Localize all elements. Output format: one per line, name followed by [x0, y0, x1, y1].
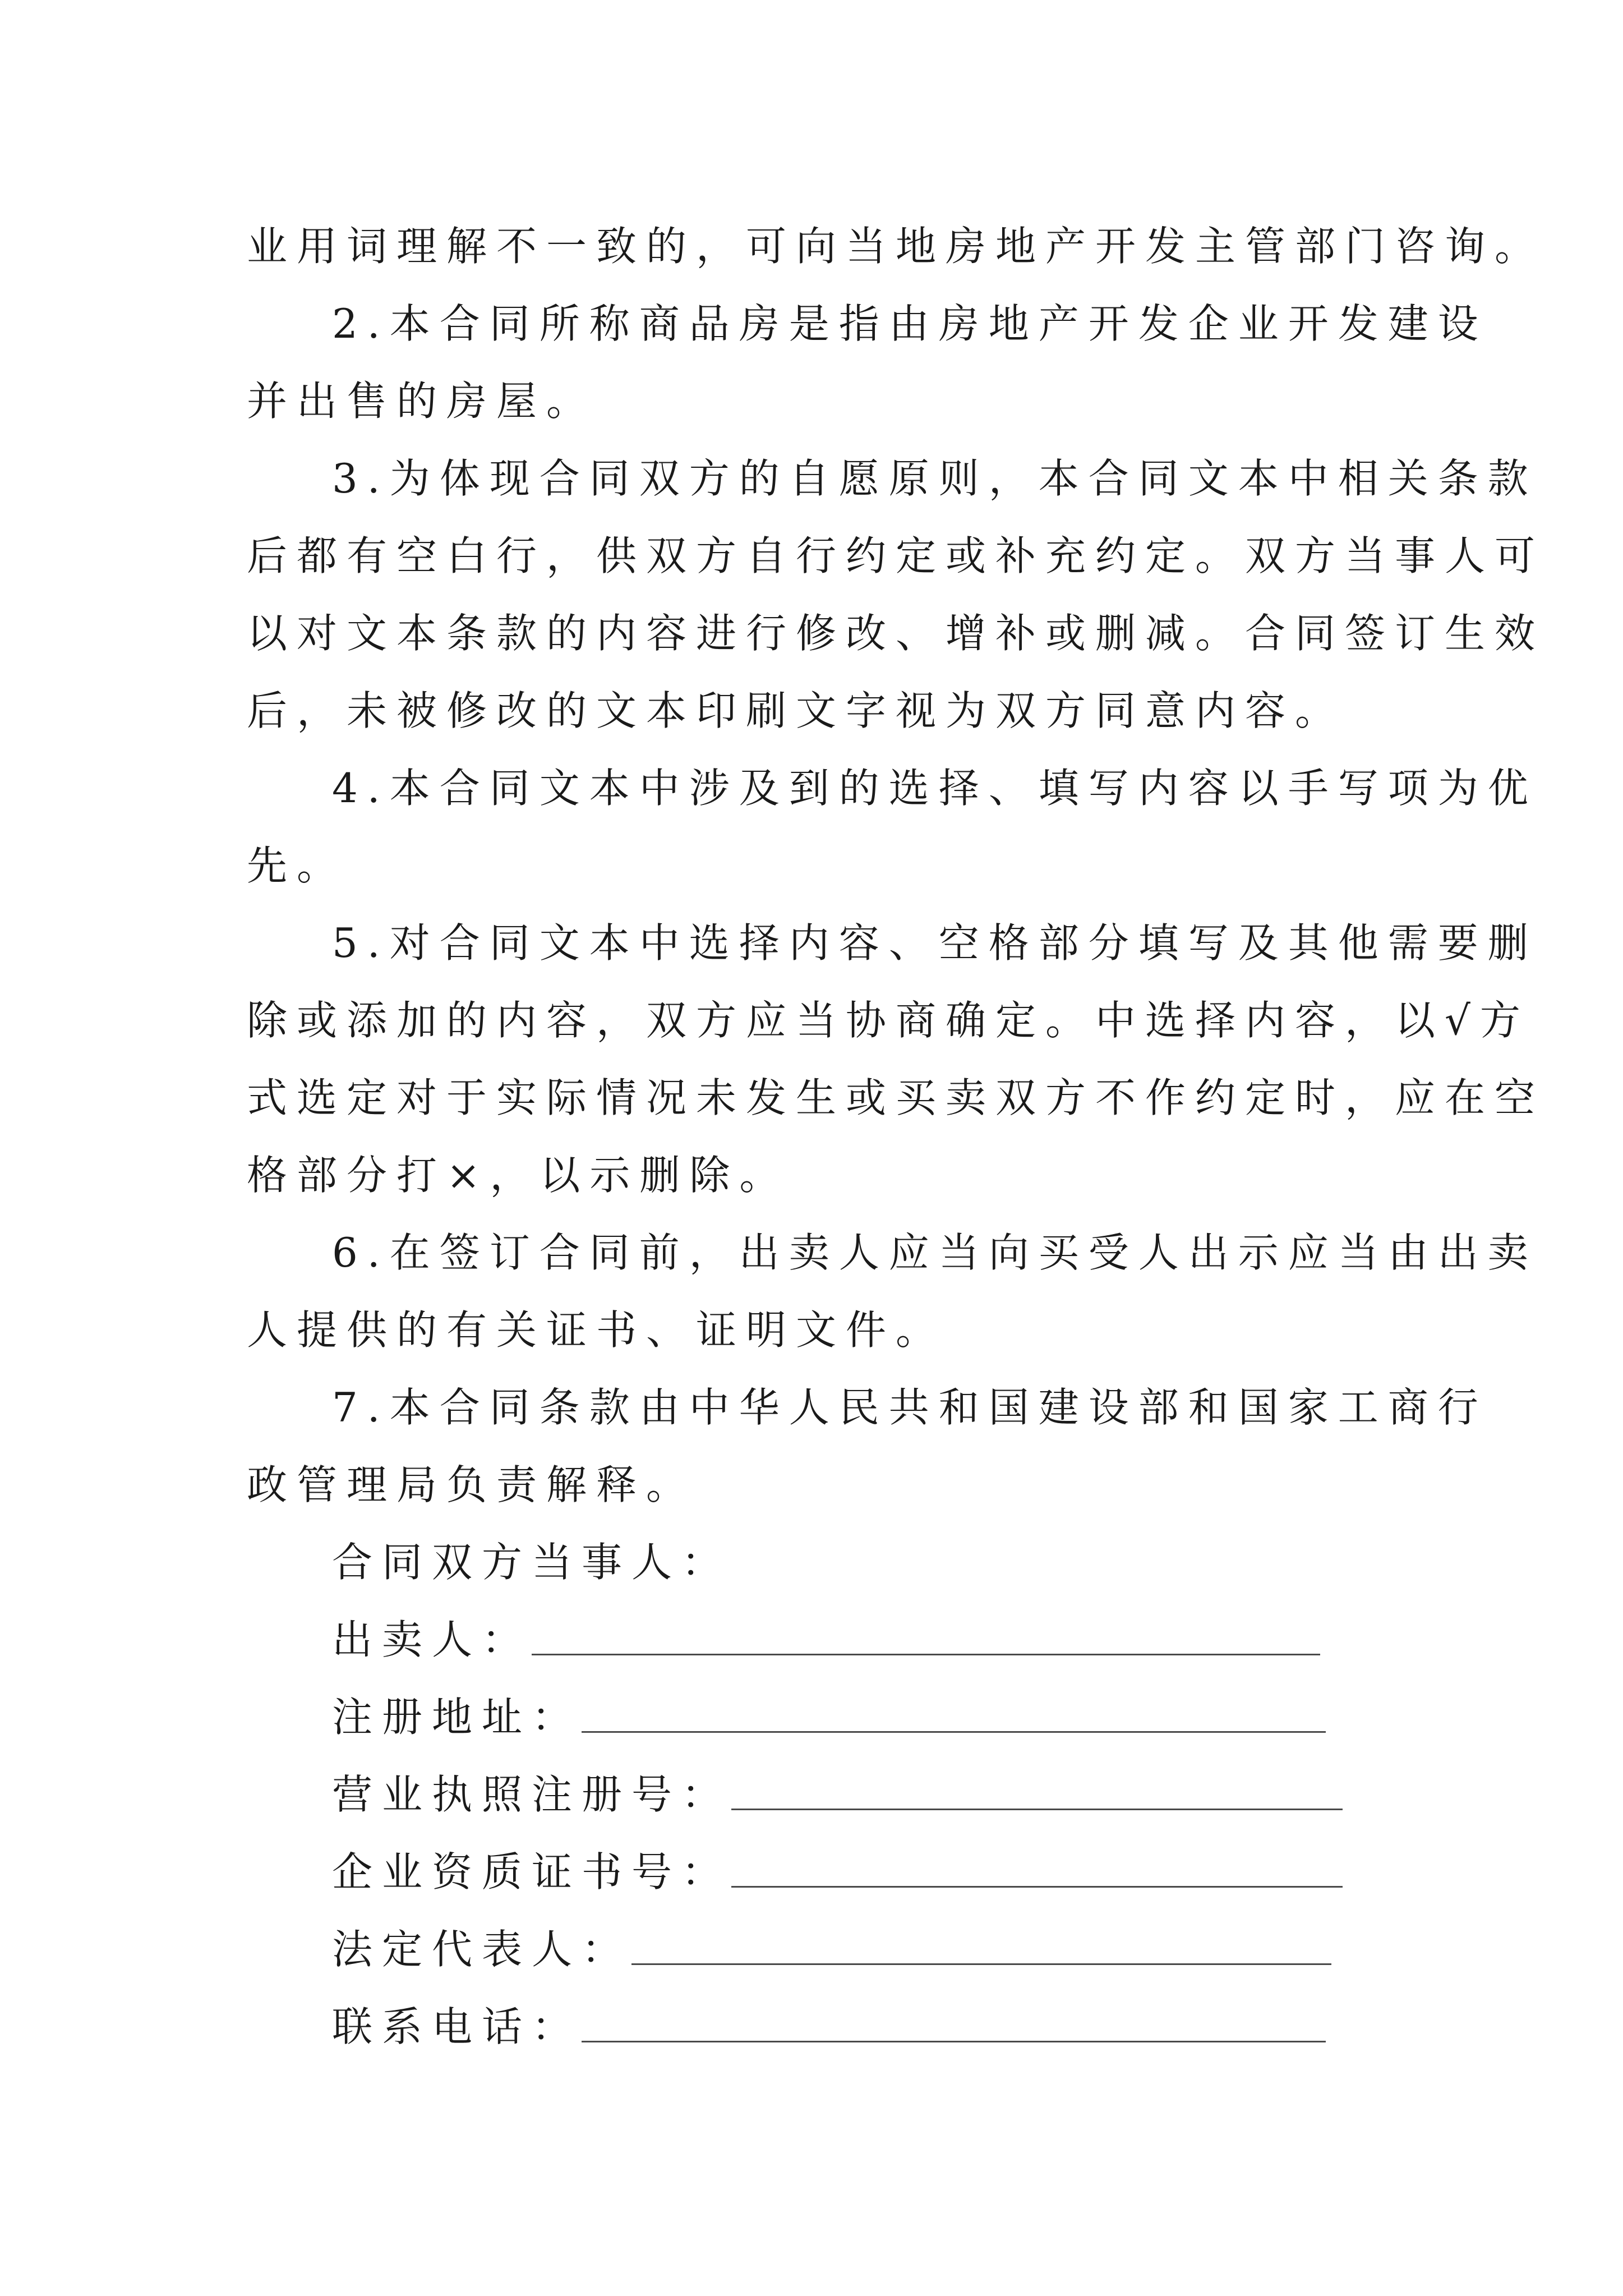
text-line-12: 式选定对于实际情况未发生或买卖双方不作约定时，应在空 — [247, 1074, 1545, 1121]
phone-label: 联系电话： — [332, 2003, 582, 2050]
text-line-11: 除或添加的内容，双方应当协商确定。中选择内容，以√方 — [247, 997, 1530, 1044]
text-line-13: 格部分打×，以示删除。 — [247, 1152, 790, 1199]
qualification-cert-label: 企业资质证书号： — [332, 1848, 732, 1895]
text-line-4: 3.为体现合同双方的自愿原则，本合同文本中相关条款 — [332, 455, 1538, 502]
qualification-cert-blank-line[interactable] — [731, 1886, 1343, 1888]
phone-field — [247, 1988, 1391, 2065]
text-line-10: 5.对合同文本中选择内容、空格部分填写及其他需要删 — [332, 919, 1538, 967]
text-line-5: 后都有空白行，供双方自行约定或补充约定。双方当事人可 — [247, 532, 1545, 579]
legal-representative-label: 法定代表人： — [332, 1926, 632, 1973]
text-line-14: 6.在签订合同前，出卖人应当向买受人出示应当由出卖 — [332, 1229, 1538, 1276]
text-line-7: 后，未被修改的文本印刷文字视为双方同意内容。 — [247, 687, 1345, 734]
text-line-1: 业用词理解不一致的，可向当地房地产开发主管部门咨询。 — [247, 223, 1545, 270]
text-line-3: 并出售的房屋。 — [247, 378, 597, 425]
text-line-9: 先。 — [247, 842, 347, 889]
qualification-cert-field — [247, 1833, 1391, 1911]
registered-address-field — [247, 1678, 1391, 1756]
seller-blank-line[interactable] — [532, 1654, 1320, 1655]
business-license-label: 营业执照注册号： — [332, 1771, 732, 1818]
parties-heading: 合同双方当事人： — [332, 1539, 732, 1586]
legal-representative-field — [247, 1911, 1391, 1988]
seller-label: 出卖人： — [332, 1616, 532, 1663]
text-line-6: 以对文本条款的内容进行修改、增补或删减。合同签订生效 — [247, 610, 1545, 657]
text-line-16: 7.本合同条款由中华人民共和国建设部和国家工商行 — [332, 1384, 1488, 1431]
contract-text — [247, 208, 1545, 2065]
business-license-blank-line[interactable] — [731, 1809, 1343, 1810]
seller-field — [247, 1601, 1391, 1678]
phone-blank-line[interactable] — [582, 2041, 1326, 2042]
text-line-17: 政管理局负责解释。 — [247, 1461, 697, 1508]
text-line-8: 4.本合同文本中涉及到的选择、填写内容以手写项为优 — [332, 765, 1538, 812]
legal-representative-blank-line[interactable] — [631, 1963, 1331, 1965]
text-line-15: 人提供的有关证书、证明文件。 — [247, 1306, 946, 1354]
text-line-2: 2.本合同所称商品房是指由房地产开发企业开发建设 — [332, 300, 1488, 347]
business-license-field — [247, 1756, 1391, 1833]
registered-address-blank-line[interactable] — [582, 1731, 1326, 1733]
registered-address-label: 注册地址： — [332, 1694, 582, 1741]
